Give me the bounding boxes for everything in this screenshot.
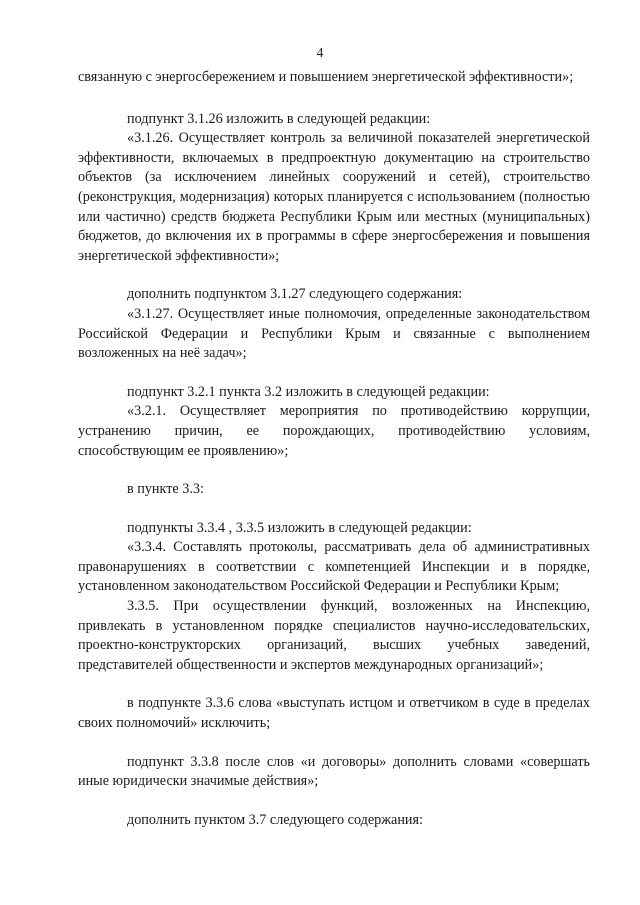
paragraph-clause-3-3-5: 3.3.5. При осуществлении функций, возложенных на Инспекцию, привлекать в установленном порядке специалистов научно-исследовательских, проектно-конструкторских организаций, высших учебных заведений, представителей общественности и экспертов международных организаций»; xyxy=(78,598,590,673)
document-body xyxy=(78,68,590,830)
paragraph-instruction-3-7: дополнить пунктом 3.7 следующего содержания: xyxy=(127,811,423,828)
paragraph-instruction-3-1-27: дополнить подпунктом 3.1.27 следующего содержания: xyxy=(127,286,463,303)
paragraph-clause-3-3-4: «3.3.4. Составлять протоколы, рассматривать дела об административных правонарушениях в соответствии с компетенцией Инспекции и в порядке, установленном законодательством Российской Федерации и Республики Крым; xyxy=(78,539,590,595)
page-number: 4 xyxy=(316,45,324,60)
paragraph-clause-3-1-26: «3.1.26. Осуществляет контроль за величиной показателей энергетической эффективности, включаемых в предпроектную документацию на строительство объектов (за исключением линейных сооружений и сетей), строительство (реконструкция, модернизация) которых планируется с использованием (полностью или частично) средств бюджета Республики Крым или местных (муниципальных) бюджетов, до включения их в программы в сфере энергосбережения и повышения энергетической эффективности»; xyxy=(78,130,590,264)
paragraph-instruction-3-3: в пункте 3.3: xyxy=(127,481,204,498)
paragraph-instruction-3-1-26: подпункт 3.1.26 изложить в следующей редакции: xyxy=(127,110,431,127)
paragraph-instruction-3-2-1: подпункт 3.2.1 пункта 3.2 изложить в следующей редакции: xyxy=(127,383,490,400)
paragraph-instruction-3-3-4-3-3-5: подпункты 3.3.4 , 3.3.5 изложить в следующей редакции: xyxy=(127,519,472,536)
paragraph-clause-3-1-27: «3.1.27. Осуществляет иные полномочия, определенные законодательством Российской Федерации и Республики Крым и связанные с выполнением возложенных на неё задач»; xyxy=(78,305,590,362)
paragraph-instruction-3-3-8: подпункт 3.3.8 после слов «и договоры» дополнить словами «совершать иные юридически значимые действия»; xyxy=(78,753,590,790)
paragraph-instruction-3-3-6: в подпункте 3.3.6 слова «выступать истцом и ответчиком в суде в пределах своих полномочий» исключить; xyxy=(78,695,590,732)
paragraph-clause-3-2-1: «3.2.1. Осуществляет мероприятия по противодействию коррупции, устранению причин, ее порождающих, противодействию условиям, способствующим ее проявлению»; xyxy=(78,403,590,459)
paragraph-continuation: связанную с энергосбережением и повышением энергетической эффективности»; xyxy=(78,69,574,85)
